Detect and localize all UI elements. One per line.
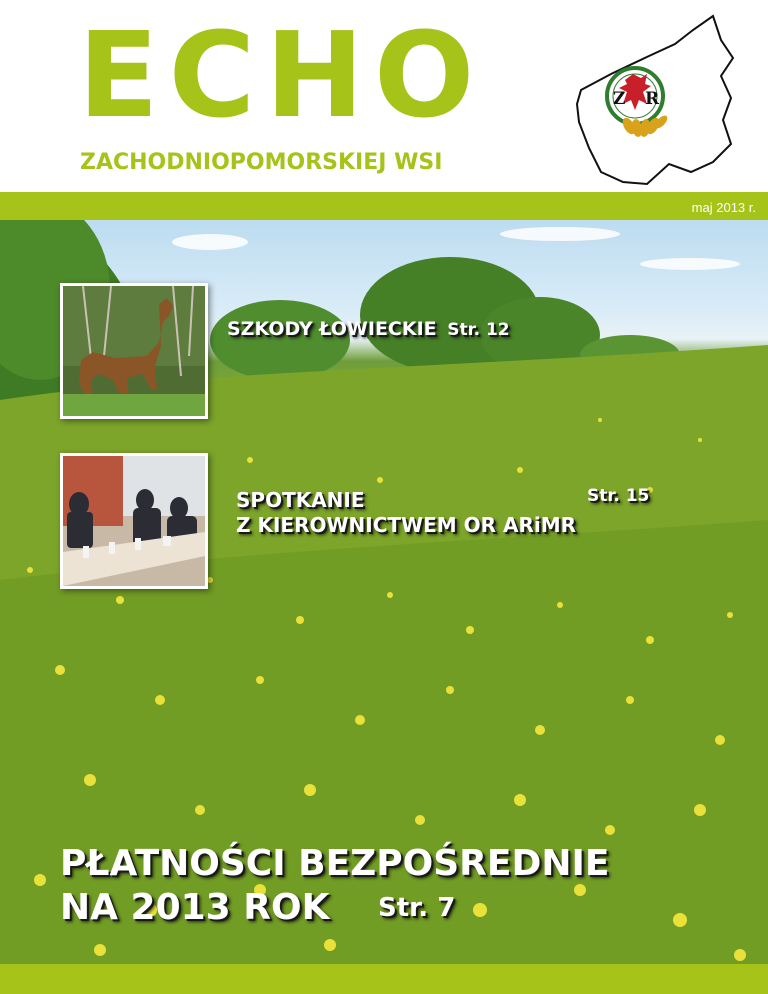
top-band — [0, 192, 768, 220]
deer-photo — [60, 283, 208, 419]
meeting-photo-scene — [63, 456, 205, 586]
article-direct-payments-page[interactable]: Str. 7 — [378, 893, 456, 923]
magazine-subtitle: ZACHODNIOPOMORSKIEJ WSI — [80, 150, 443, 175]
article-meeting-title-line2[interactable]: Z KIEROWNICTWEM OR ARiMR — [236, 513, 577, 537]
meeting-photo — [60, 453, 208, 589]
article-hunting-damage-page: Str. 12 — [447, 320, 510, 340]
bottom-band — [0, 964, 768, 994]
article-meeting-title-line1[interactable]: SPOTKANIE — [236, 488, 365, 512]
magazine-title: ECHO — [78, 6, 485, 144]
deer-photo-scene — [63, 286, 205, 416]
article-direct-payments-title-line2[interactable]: NA 2013 ROK — [60, 887, 330, 928]
article-meeting-page[interactable]: Str. 15 — [587, 486, 650, 506]
logo-letter-r: R — [645, 89, 660, 109]
article-hunting-damage-title: SZKODY ŁOWIECKIE — [227, 318, 437, 340]
masthead — [0, 0, 768, 192]
article-direct-payments-title-line1[interactable]: PŁATNOŚCI BEZPOŚREDNIE — [60, 843, 610, 884]
logo-letter-z: Z — [613, 89, 626, 109]
article-hunting-damage-headline[interactable] — [227, 320, 510, 339]
region-map-logo — [563, 12, 763, 192]
issue-date: maj 2013 r. — [691, 200, 756, 215]
cover-photo-meadow — [0, 220, 768, 964]
